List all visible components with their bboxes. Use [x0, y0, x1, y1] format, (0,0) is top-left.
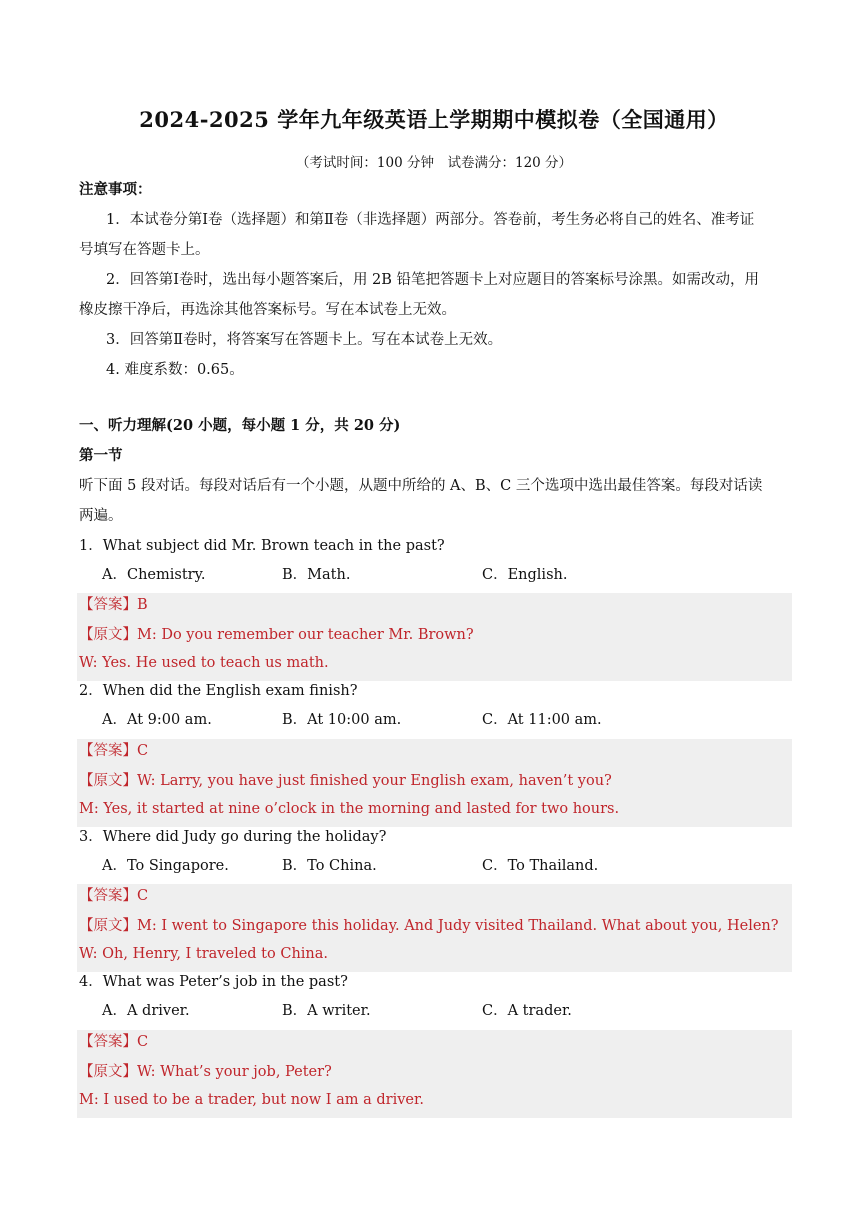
option-b: B．A writer. — [282, 1003, 371, 1019]
question-stem: 3．Where did Judy go during the holiday? — [79, 829, 387, 845]
answer-box — [77, 593, 792, 681]
question-options — [102, 710, 792, 730]
note-item-1: 1．本试卷分第Ⅰ卷（选择题）和第Ⅱ卷（非选择题）两部分。答卷前，考生务必将自己的姓名、准考证 — [106, 212, 755, 228]
option-c: C．English. — [482, 567, 568, 583]
notes-heading: 注意事项： — [79, 181, 152, 198]
script-line: 【原文】W: Larry, you have just finished your English exam, haven’t you? — [79, 773, 612, 789]
note-item-1-cont: 号填写在答题卡上。 — [79, 242, 210, 258]
option-a: A．To Singapore. — [102, 858, 229, 874]
answer-box — [77, 739, 792, 827]
option-b: B．To China. — [282, 858, 377, 874]
question-stem: 1．What subject did Mr. Brown teach in the past? — [79, 538, 445, 554]
note-item-3: 3．回答第Ⅱ卷时，将答案写在答题卡上。写在本试卷上无效。 — [106, 332, 503, 348]
question-options — [102, 565, 792, 585]
exam-info: （考试时间：100 分钟 试卷满分：120 分） — [295, 155, 573, 171]
answer-label: 【答案】C — [79, 888, 149, 904]
note-item-4: 4. 难度系数：0.65。 — [106, 362, 244, 378]
section-instruction: 听下面 5 段对话。每段对话后有一个小题，从题中所给的 A、B、C 三个选项中选出最佳答案。每段对话读 — [79, 478, 763, 494]
answer-label: 【答案】C — [79, 743, 149, 759]
section-heading: 一、听力理解(20 小题，每小题 1 分，共 20 分) — [79, 417, 401, 434]
option-a: A．A driver. — [102, 1003, 190, 1019]
option-c: C．To Thailand. — [482, 858, 599, 874]
answer-label: 【答案】B — [79, 597, 148, 613]
question-stem: 2．When did the English exam finish? — [79, 683, 358, 699]
option-a: A．At 9:00 am. — [102, 712, 212, 728]
option-c: C．A trader. — [482, 1003, 572, 1019]
script-line: M: Yes, it started at nine o’clock in the morning and lasted for two hours. — [79, 801, 620, 817]
script-line: W: Oh, Henry, I traveled to China. — [79, 946, 329, 962]
option-c: C．At 11:00 am. — [482, 712, 602, 728]
script-line: 【原文】M: Do you remember our teacher Mr. Brown? — [79, 627, 474, 643]
question-stem: 4．What was Peter’s job in the past? — [79, 974, 348, 990]
note-item-2-cont: 橡皮擦干净后，再选涂其他答案标号。写在本试卷上无效。 — [79, 302, 456, 318]
option-b: B．Math. — [282, 567, 351, 583]
question-options — [102, 1001, 792, 1021]
script-line: 【原文】M: I went to Singapore this holiday. And Judy visited Thailand. What about you, Helen? — [79, 918, 779, 934]
section-part: 第一节 — [79, 447, 123, 464]
script-line: M: I used to be a trader, but now I am a driver. — [79, 1092, 424, 1108]
answer-box — [77, 884, 792, 972]
script-line: 【原文】W: What’s your job, Peter? — [79, 1064, 332, 1080]
answer-box — [77, 1030, 792, 1118]
option-b: B．At 10:00 am. — [282, 712, 402, 728]
page-title: 2024-2025 学年九年级英语上学期期中模拟卷（全国通用） — [139, 107, 729, 132]
section-instruction-cont: 两遍。 — [79, 508, 123, 524]
answer-label: 【答案】C — [79, 1034, 149, 1050]
note-item-2: 2．回答第Ⅰ卷时，选出每小题答案后，用 2B 铅笔把答题卡上对应题目的答案标号涂黑。如需改动，用 — [106, 272, 760, 288]
script-line: W: Yes. He used to teach us math. — [79, 655, 329, 671]
option-a: A．Chemistry. — [102, 567, 206, 583]
question-options — [102, 856, 792, 876]
